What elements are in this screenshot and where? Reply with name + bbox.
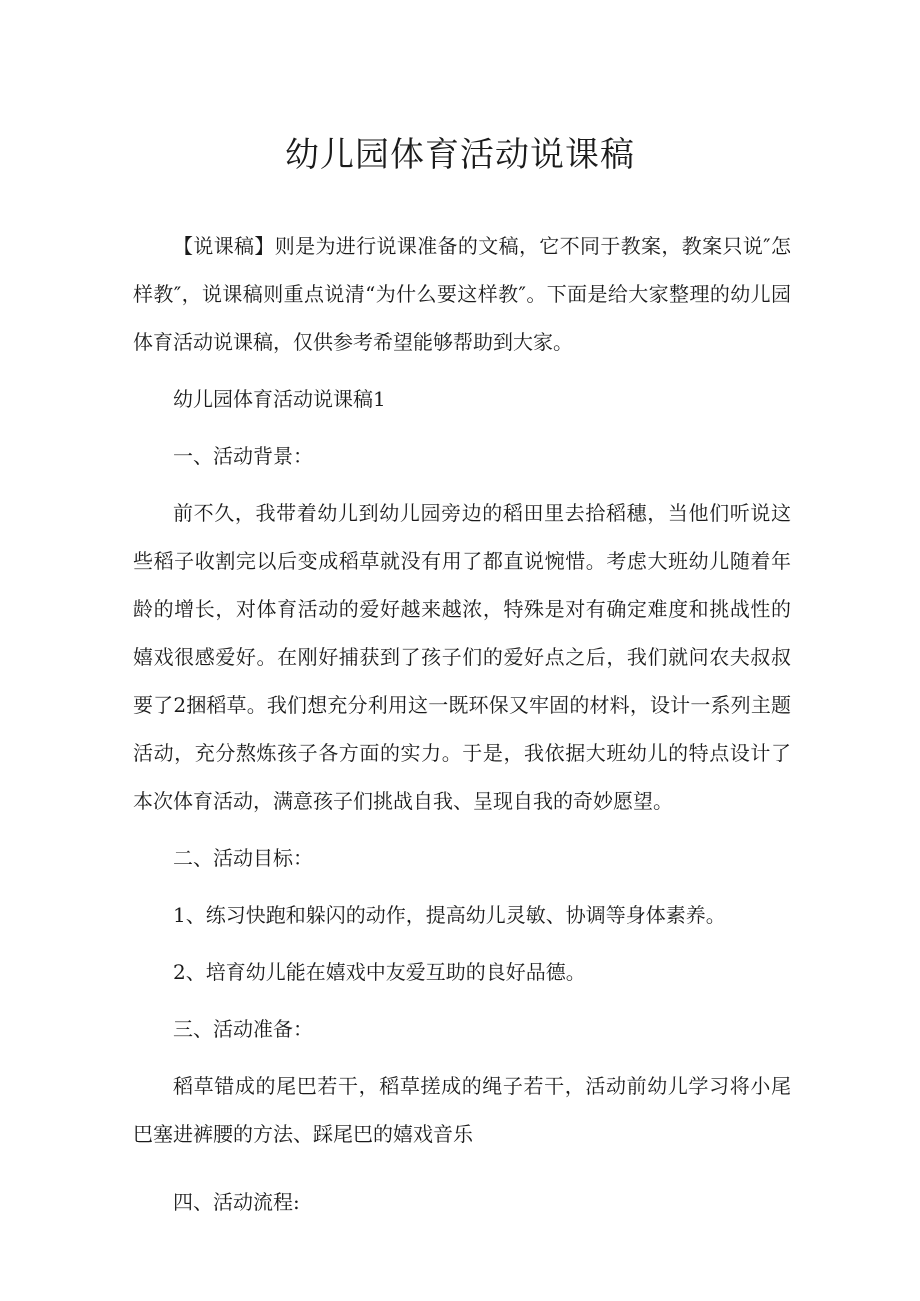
subtitle: 幼儿园体育活动说课稿1 — [173, 387, 386, 411]
intro-paragraph: 【说课稿】则是为进行说课准备的文稿，它不同于教案，教案只说″怎样教″，说课稿则重点说清“为什么要这样教″。下面是给大家整理的幼儿园体育活动说课稿，仅供参考希望能够帮助到大家。 — [133, 234, 791, 354]
section-heading-goals: 二、活动目标： — [173, 846, 313, 870]
section-heading-preparation: 三、活动准备： — [173, 1017, 313, 1041]
document-body — [133, 222, 791, 1235]
section-heading-process: 四、活动流程: — [173, 1190, 300, 1214]
preparation-paragraph: 稻草错成的尾巴若干，稻草搓成的绳子若干，活动前幼儿学习将小尾巴塞进裤腰的方法、踩尾巴的嬉戏音乐 — [133, 1074, 791, 1146]
goal-item-2: 2、培育幼儿能在嬉戏中友爱互助的良好品德。 — [173, 960, 586, 984]
goal-item-1: 1、练习快跑和躲闪的动作，提高幼儿灵敏、协调等身体素养。 — [173, 903, 726, 927]
document-title: 幼儿园体育活动说课稿 — [285, 135, 635, 175]
background-paragraph: 前不久，我带着幼儿到幼儿园旁边的稻田里去拾稻穗，当他们听说这些稻子收割完以后变成稻草就没有用了都直说惋惜。考虑大班幼儿随着年龄的增长，对体育活动的爱好越来越浓，特殊是对有确定难度和挑战性的嬉戏很感爱好。在刚好捕获到了孩子们的爱好点之后，我们就问农夫叔叔要了2捆稻草。我们想充分利用这一既环保又牢固的材料，设计一系列主题活动，充分熬炼孩子各方面的实力。于是，我依据大班幼儿的特点设计了本次体育活动，满意孩子们挑战自我、呈现自我的奇妙愿望。 — [133, 501, 791, 813]
section-heading-background: 一、活动背景： — [173, 444, 313, 468]
